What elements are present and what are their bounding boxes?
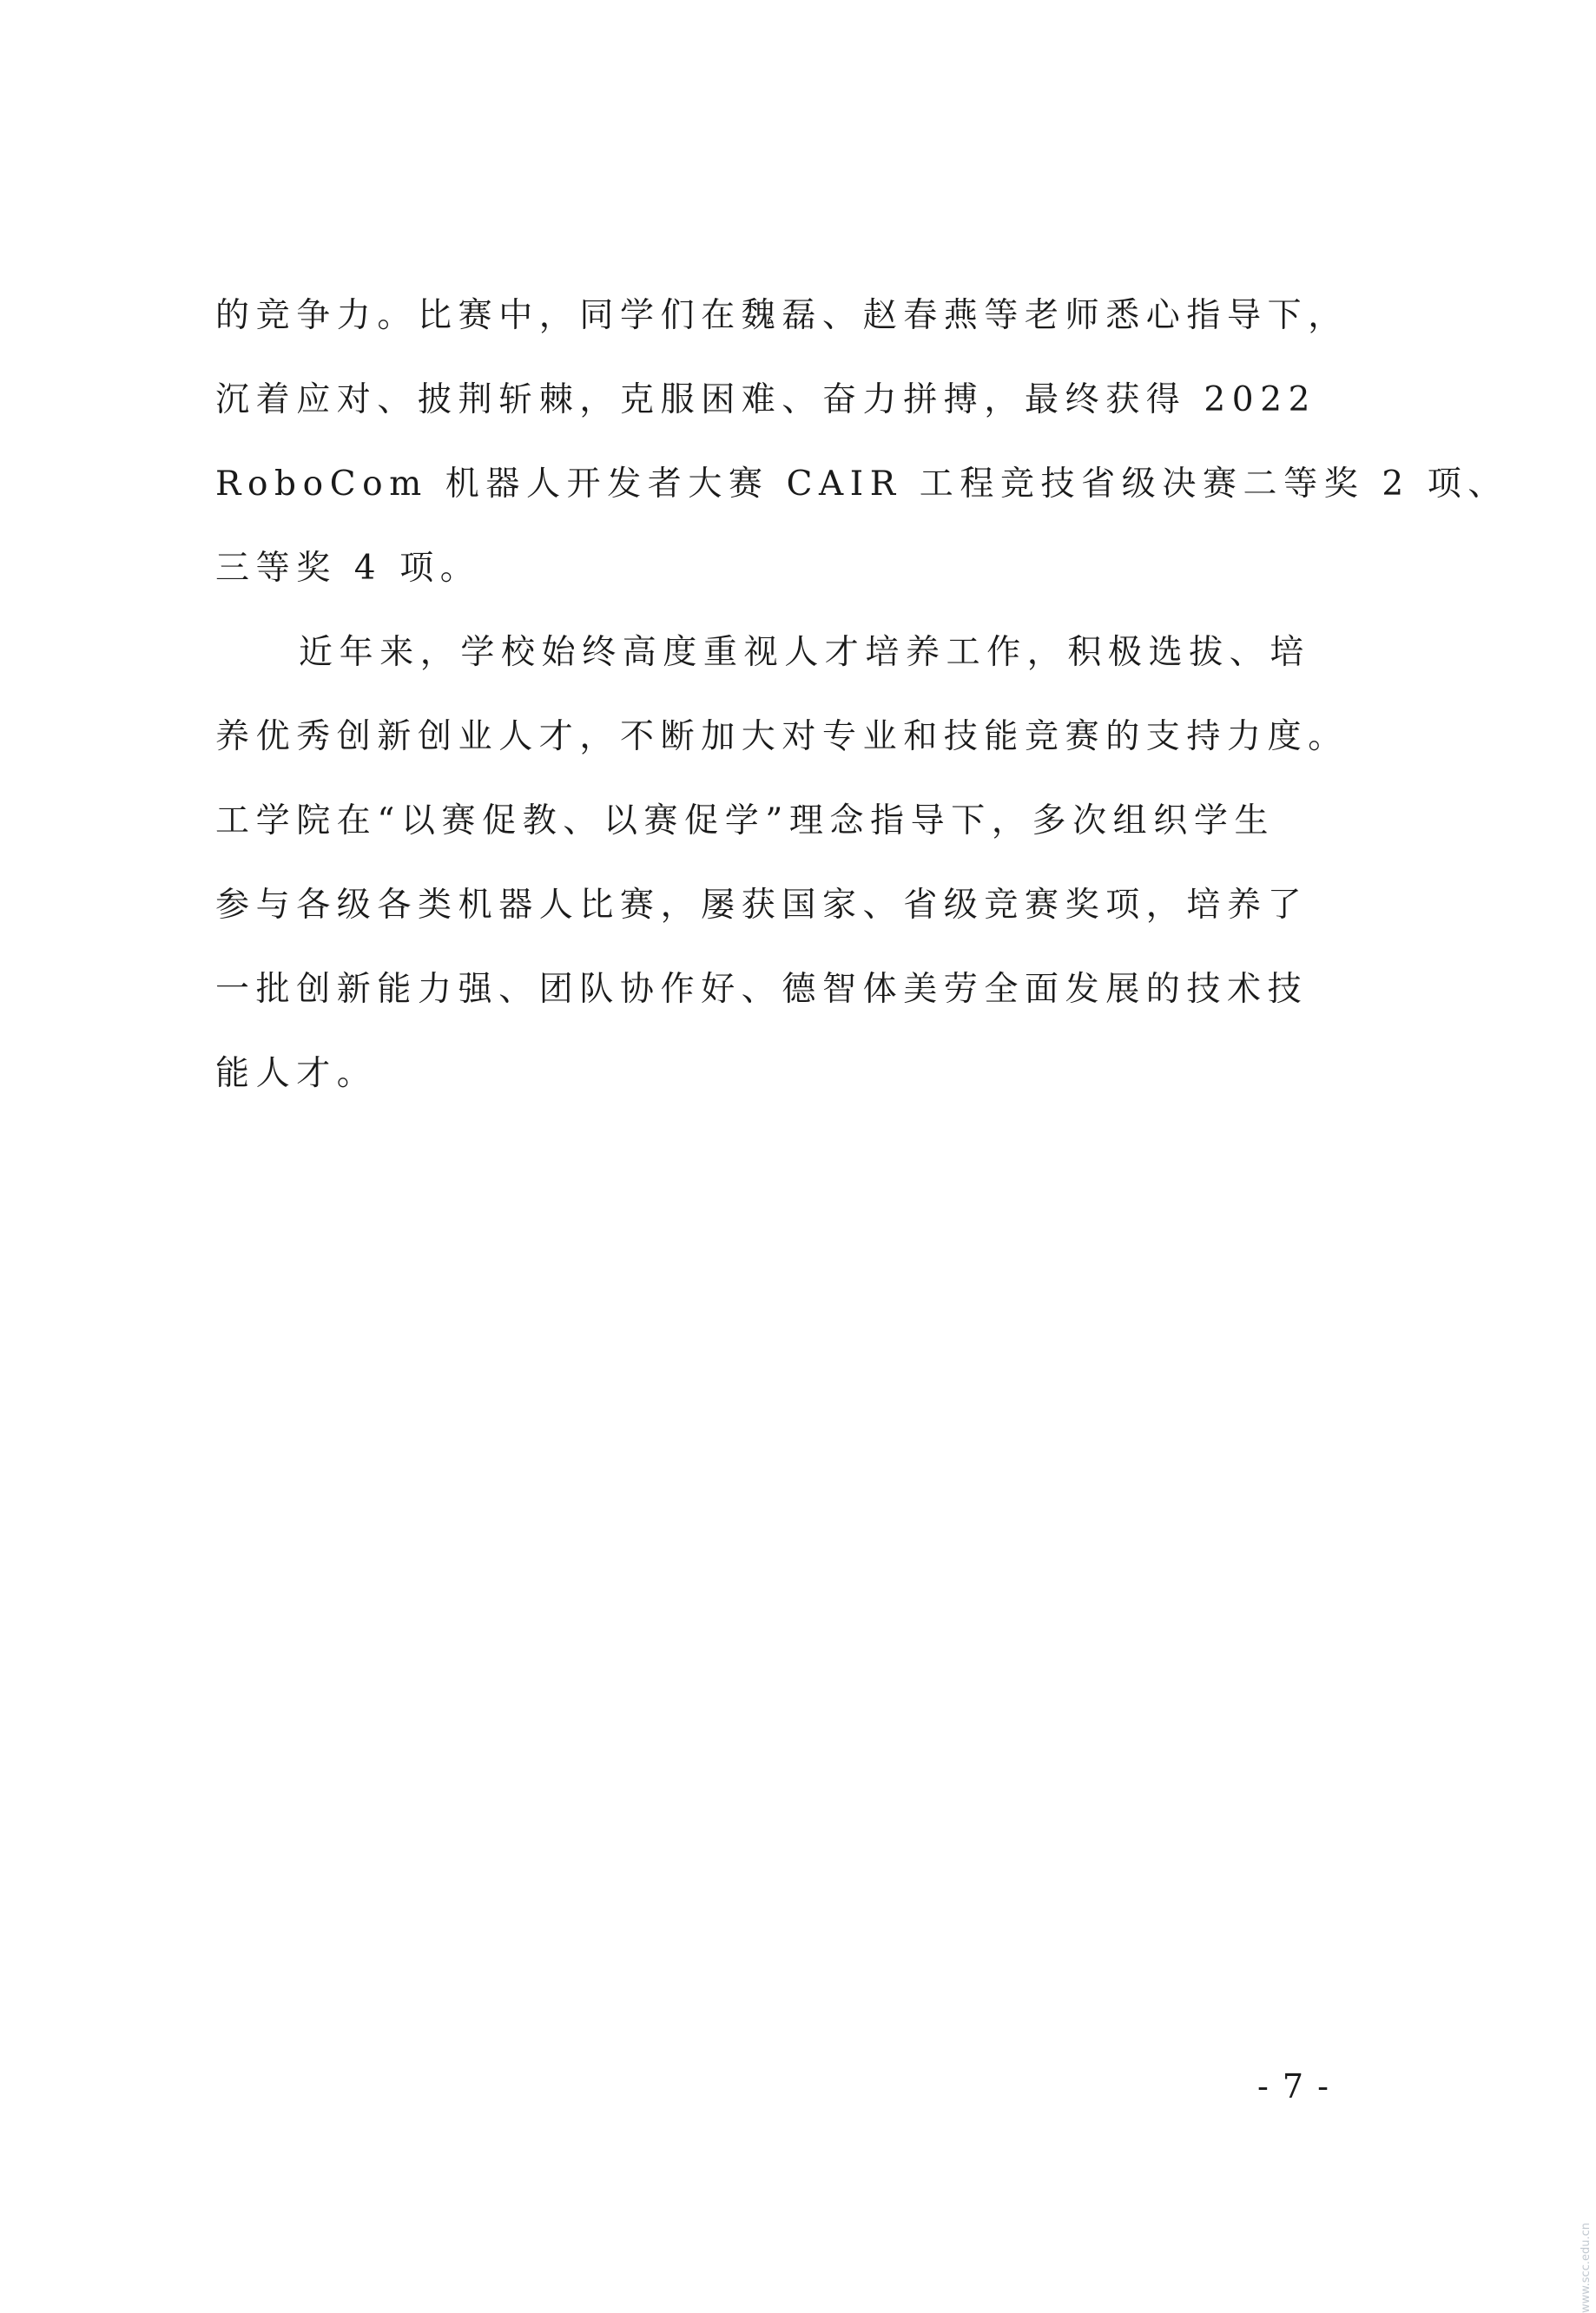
paragraph-1-line-1: 的竞争力。比赛中，同学们在魏磊、赵春燕等老师悉心指导下， bbox=[215, 296, 1349, 335]
paragraph-2-line-6: 能人才。 bbox=[215, 1054, 378, 1093]
paragraph-1 bbox=[215, 273, 1508, 610]
paragraph-2-line-2: 养优秀创新创业人才，不断加大对专业和技能竞赛的支持力度。 bbox=[215, 717, 1349, 756]
page-number: - 7 - bbox=[1257, 2067, 1331, 2105]
paragraph-1-line-3: RoboCom 机器人开发者大赛 CAIR 工程竞技省级决赛二等奖 2 项、 bbox=[215, 465, 1508, 504]
paragraph-1-line-4: 三等奖 4 项。 bbox=[215, 549, 481, 588]
paragraph-2-line-4: 参与各级各类机器人比赛，屡获国家、省级竞赛奖项，培养了 bbox=[215, 886, 1309, 925]
paragraph-2-line-1: 近年来，学校始终高度重视人才培养工作，积极选拔、培 bbox=[299, 633, 1311, 672]
watermark-text: www.scc.edu.cn bbox=[1580, 2223, 1593, 2313]
paragraph-2-line-3: 工学院在“以赛促教、以赛促学”理念指导下，多次组织学生 bbox=[215, 801, 1276, 840]
paragraph-2 bbox=[215, 610, 1389, 1116]
paragraph-1-line-2: 沉着应对、披荆斩棘，克服困难、奋力拼搏，最终获得 2022 bbox=[215, 380, 1317, 419]
body-text bbox=[215, 273, 1508, 1116]
paragraph-2-line-5: 一批创新能力强、团队协作好、德智体美劳全面发展的技术技 bbox=[215, 970, 1309, 1009]
